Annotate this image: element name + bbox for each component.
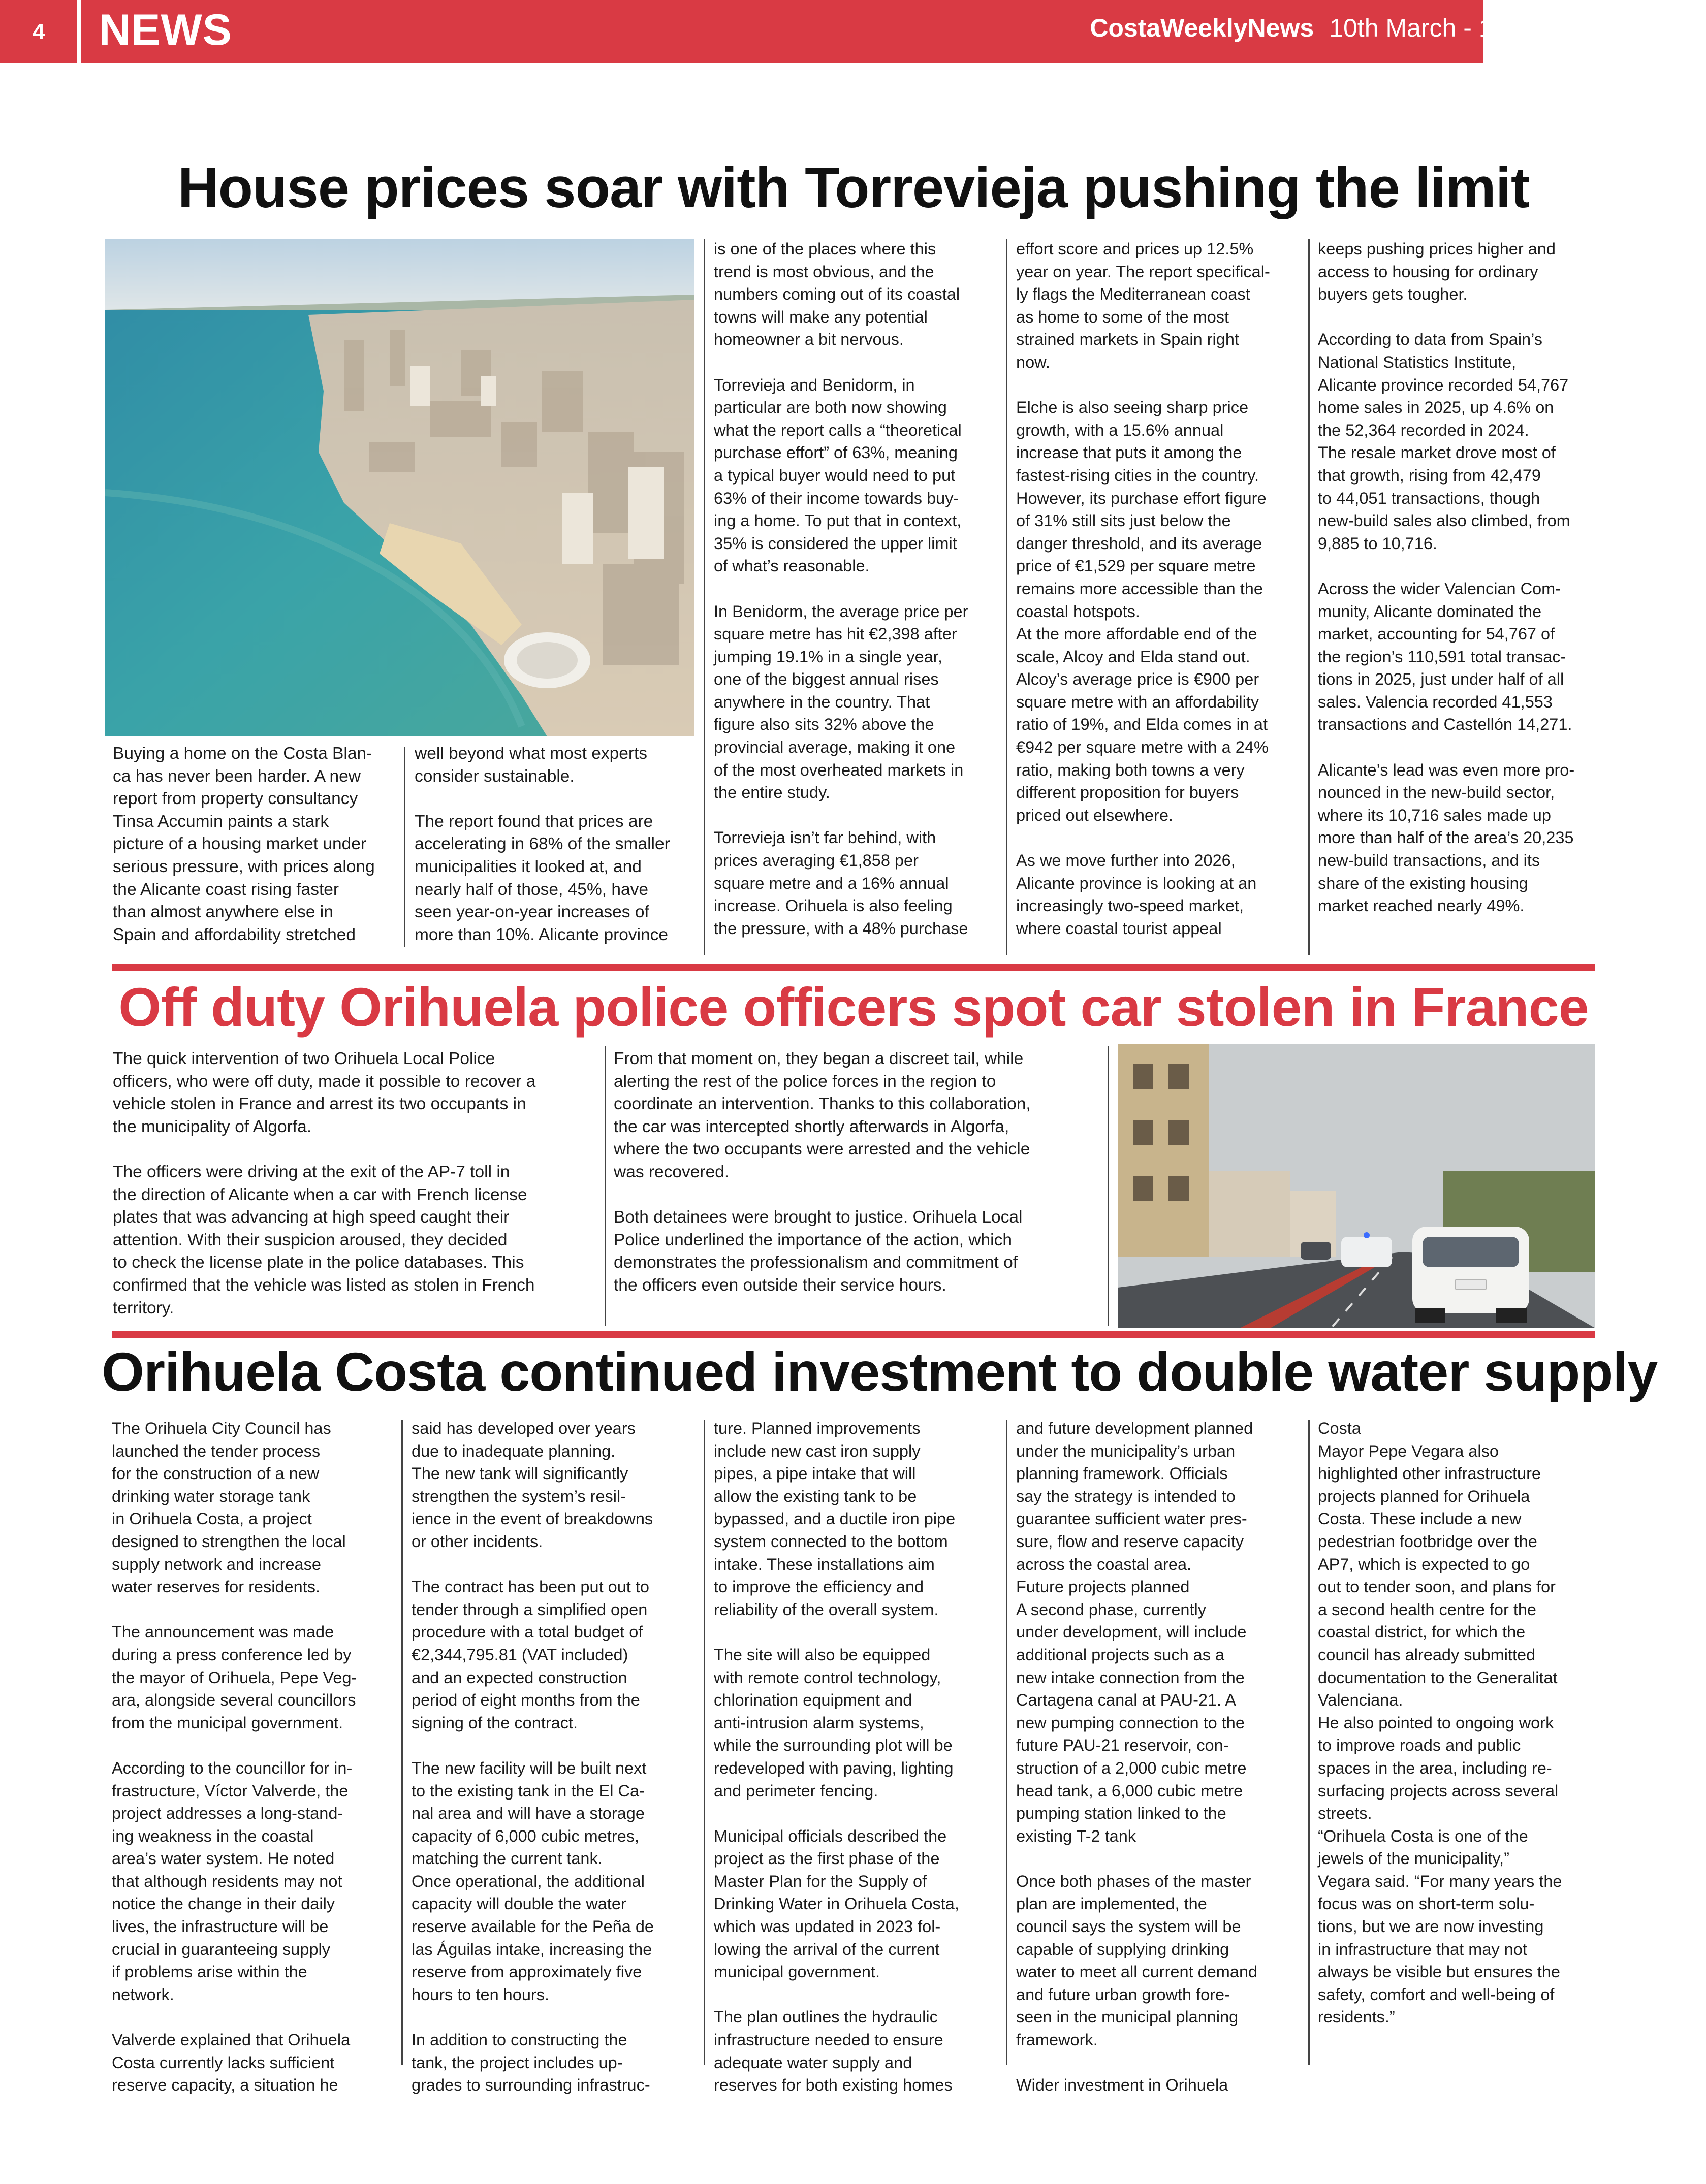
article2-column-1: The quick intervention of two Orihuela Local Police officers, who were off duty, made it possible to recover a vehicle stolen in France and arrest its two occupants in the municipality of Algorfa. The officers were driving at the exit of the AP-7 toll in the direction of Alicante when a car with French license plates that was advancing at high speed caught their attention. With their suspicion aroused, they decided to check the license plate in the police databases. This confirmed that the vehicle was listed as stolen in French territory. xyxy=(113,1049,536,1318)
torrevieja-aerial-image xyxy=(105,239,694,736)
column-divider xyxy=(401,1420,403,2065)
column-divider xyxy=(1006,239,1007,955)
page-number: 4 xyxy=(0,0,81,63)
column-divider xyxy=(404,747,405,947)
article1-column-2: well beyond what most experts consider sustainable. The report found that prices are accelerating in 68% of the smaller municipalities it looked at, and nearly half of those, 45%, have seen year-on-year increases of more than 10%. Alicante province xyxy=(415,744,670,944)
column-divider xyxy=(605,1046,606,1326)
police-road-photo xyxy=(1118,1044,1595,1328)
article-headline-water-supply: Orihuela Costa continued investment to double water supply xyxy=(102,1341,1658,1402)
column-divider xyxy=(704,1420,705,2065)
article3-column-4: and future development planned under the municipality’s urban planning framework. Officials say the strategy is intended to guarantee sufficient water pres- sure, flow and reserve capacity across the coastal area. Future projects planned A second phase, currently under development, will include additional projects such as a new intake connection from the Cartagena canal at PAU-21. A new pumping connection to the future PAU-21 reservoir, con- struction of a 2,000 cubic metre head tank, a 6,000 cubic metre pumping station linked to the existing T-2 tank Once both phases of the master plan are implemented, the council says the system will be capable of supplying drinking water to meet all current demand and future urban growth fore- seen in the municipal planning framework. Wider investment in Orihuela xyxy=(1016,1419,1258,2095)
article3-column-3: ture. Planned improvements include new cast iron supply pipes, a pipe intake that will allow the existing tank to be bypassed, and a ductile iron pipe system connected to the bottom intake. These installations aim to improve the efficiency and reliability of the overall system. The site will also be equipped with remote control technology, chlorination equipment and anti-intrusion alarm systems, while the surrounding plot will be redeveloped with paving, lighting and perimeter fencing. Municipal officials described the project as the first phase of the Master Plan for the Supply of Drinking Water in Orihuela Costa, which was updated in 2023 fol- lowing the arrival of the current municipal government. The plan outlines the hydraulic infrastructure needed to ensure adequate water supply and reserves for both existing homes xyxy=(714,1419,959,2095)
publication-name: CostaWeeklyNews xyxy=(1090,14,1314,42)
article1-column-5: keeps pushing prices higher and access to housing for ordinary buyers gets tougher. According to data from Spain’s National Statistics Institute, Alicante province recorded 54,767 home sales in 2025, up 4.6% on the 52,364 recorded in 2024. The resale market drove most of that growth, rising from 42,479 to 44,051 transactions, though new-build sales also climbed, from 9,885 to 10,716. Across the wider Valencian Com- munity, Alicante dominated the market, accounting for 54,767 of the region’s 110,591 total transac- tions in 2025, just under half of all sales. Valencia recorded 41,553 transactions and Castellón 14,271. Alicante’s lead was even more pro- nounced in the new-build sector, where its 10,716 sales made up more than half of the area’s 20,235 new-build transactions, and its share of the existing housing market reached nearly 49%. xyxy=(1318,240,1575,915)
article3-column-1: The Orihuela City Council has launched the tender process for the construction of a new drinking water storage tank in Orihuela Costa, a project designed to strengthen the local supply network and increase water reserves for residents. The announcement was made during a press conference led by the mayor of Orihuela, Pepe Veg- ara, alongside several councillors from the municipal government. According to the councillor for in- frastructure, Víctor Valverde, the project addresses a long-stand- ing weakness in the coastal area’s water system. He noted that although residents may not notice the change in their daily lives, the infrastructure will be crucial in guaranteeing supply if problems arise within the network. Valverde explained that Orihuela Costa currently lacks sufficient reserve capacity, a situation he xyxy=(112,1419,357,2095)
article2-column-2: From that moment on, they began a discreet tail, while alerting the rest of the police forces in the region to coordinate an intervention. Thanks to this collaboration, the car was intercepted shortly afterwards in Algorfa, where the two occupants were arrested and the vehicle was recovered. Both detainees were brought to justice. Orihuela Local Police underlined the importance of the action, which demonstrates the professionalism and commitment of the officers even outside their service hours. xyxy=(614,1049,1031,1295)
article-headline-police: Off duty Orihuela police officers spot car stolen in France xyxy=(118,976,1589,1038)
section-divider-rule xyxy=(112,964,1595,971)
police-stop-image xyxy=(1118,1044,1595,1328)
article1-column-4: effort score and prices up 12.5% year on year. The report specifical- ly flags the Mediterranean coast as home to some of the most strained markets in Spain right now. Elche is also seeing sharp price growth, with a 15.6% annual increase that puts it among the fastest-rising cities in the country. However, its purchase effort figure of 31% still sits just below the danger threshold, and its average price of €1,529 per square metre remains more accessible than the coastal hotspots. At the more affordable end of the scale, Alcoy and Elda stand out. Alcoy’s average price is €900 per square metre with an affordability ratio of 19%, and Elda comes in at €942 per square metre with a 24% ratio, making both towns a very different proposition for buyers priced out elsewhere. As we move further into 2026, Alicante province is looking at an increasingly two-speed market, where coastal tourist appeal xyxy=(1016,240,1270,938)
section-label: NEWS xyxy=(99,6,232,54)
column-divider xyxy=(1006,1420,1007,2065)
aerial-coast-photo xyxy=(105,239,694,736)
column-divider xyxy=(1108,1046,1109,1326)
section-divider-rule xyxy=(112,1331,1595,1338)
masthead xyxy=(1090,13,1669,43)
article3-column-5: Costa Mayor Pepe Vegara also highlighted other infrastructure projects planned for Orihuela Costa. These include a new pedestrian footbridge over the AP7, which is expected to go out to tender soon, and plans for a second health centre for the coastal district, for which the council has already submitted documentation to the Generalitat Valenciana. He also pointed to ongoing work to improve roads and public spaces in the area, including re- surfacing projects across several streets. “Orihuela Costa is one of the jewels of the municipality,” Vegara said. “For many years the focus was on short-term solu- tions, but we are now investing in infrastructure that may not always be visible but ensures the safety, comfort and well-being of residents.” xyxy=(1318,1419,1562,2027)
article3-column-2: said has developed over years due to inadequate planning. The new tank will significantly strengthen the system’s resil- ience in the event of breakdowns or other incidents. The contract has been put out to tender through a simplified open procedure with a total budget of €2,344,795.81 (VAT included) and an expected construction period of eight months from the signing of the contract. The new facility will be built next to the existing tank in the El Ca- nal area and will have a storage capacity of 6,000 cubic metres, matching the current tank. Once operational, the additional capacity will double the water reserve available for the Peña de las Águilas intake, increasing the reserve from approximately five hours to ten hours. In addition to constructing the tank, the project includes up- grades to surrounding infrastruc- xyxy=(412,1419,654,2095)
article1-column-3: is one of the places where this trend is most obvious, and the numbers coming out of its coastal towns will make any potential homeowner a bit nervous. Torrevieja and Benidorm, in particular are both now showing what the report calls a “theoretical purchase effort” of 63%, meaning a typical buyer would need to put 63% of their income towards buy- ing a home. To put that in context, 35% is considered the upper limit of what’s reasonable. In Benidorm, the average price per square metre has hit €2,398 after jumping 19.1% in a single year, one of the biggest annual rises anywhere in the country. That figure also sits 32% above the provincial average, making it one of the most overheated markets in the entire study. Torrevieja isn’t far behind, with prices averaging €1,858 per square metre and a 16% annual increase. Orihuela is also feeling the pressure, with a 48% purchase xyxy=(714,240,968,938)
column-divider xyxy=(704,239,705,955)
column-divider xyxy=(1308,239,1310,955)
column-divider xyxy=(1308,1420,1310,2065)
article1-column-1: Buying a home on the Costa Blan- ca has never been harder. A new report from property consultancy Tinsa Accumin paints a stark picture of a housing market under serious pressure, with prices along the Alicante coast rising faster than almost anywhere else in Spain and affordability stretched xyxy=(113,744,375,944)
page-header-bar xyxy=(0,0,1669,63)
issue-date-range: 10th March - 16th March 2026 xyxy=(1329,14,1669,42)
article-headline-house-prices: House prices soar with Torrevieja pushing the limit xyxy=(177,156,1530,219)
